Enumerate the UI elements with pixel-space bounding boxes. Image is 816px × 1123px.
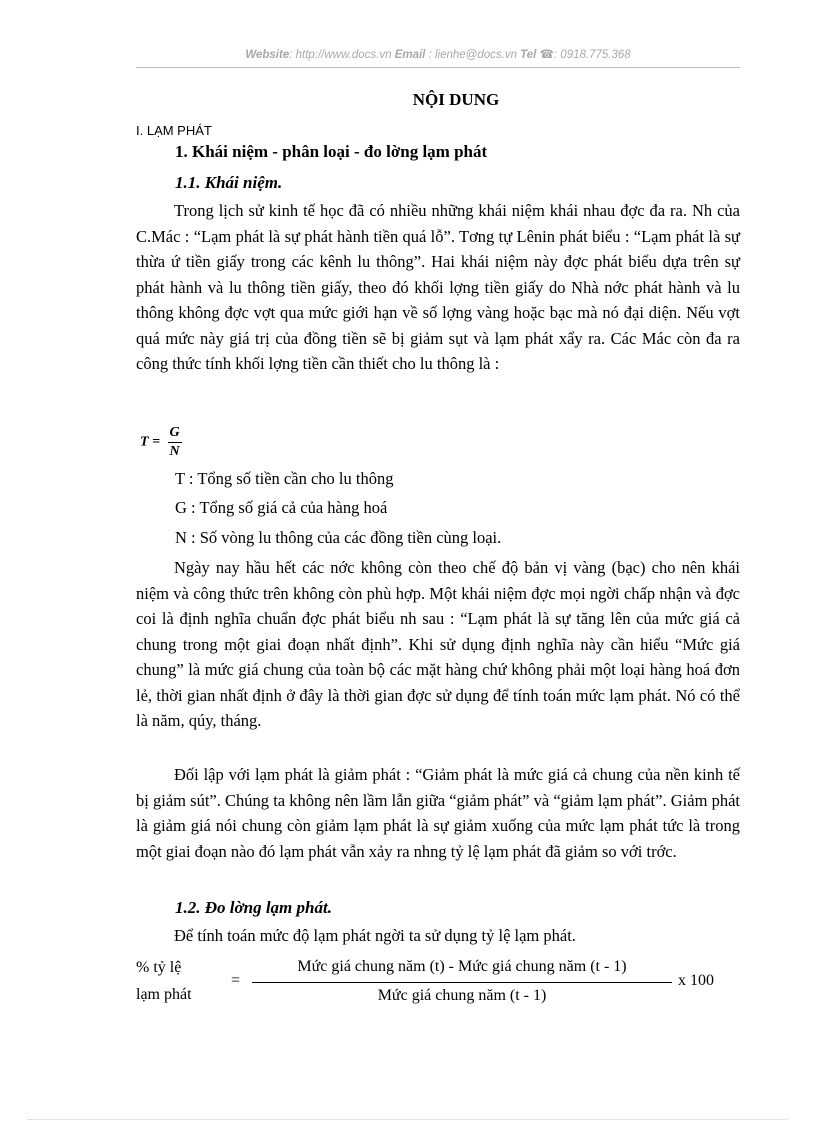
- header-divider: [136, 67, 740, 68]
- email-value: : lienhe@docs.vn: [428, 49, 517, 61]
- email-label: Email: [394, 49, 426, 61]
- paragraph-4: Để tính toán mức độ lạm phát ngời ta sử dụng tỷ lệ lạm phát.: [174, 926, 576, 945]
- formula-fraction: [168, 425, 182, 460]
- tel-label: Tel: [520, 49, 537, 61]
- paragraph-3: Đối lập với lạm phát là giảm phát : “Giảm phát là mức giá cả chung của nền kinh tế bị giảm sút”. Chúng ta không nên lầm lẫn giữa “giảm phát” và “giảm lạm phát”. Giảm phát là giảm giá nói chung còn giảm lạm phát là sự giảm xuống của mức lạm phát tức là trong một giai đoạn nào đó lạm phát vẫn xảy ra nhng tỷ lệ lạm phát đã giảm so với trớc.: [136, 765, 740, 861]
- rate-denominator: Mức giá chung năm (t - 1): [377, 987, 547, 1004]
- formula-numerator: G: [168, 425, 182, 443]
- formula-equals: =: [152, 434, 161, 450]
- website-label: Website: [245, 49, 290, 61]
- rate-equals: =: [231, 972, 241, 989]
- tel-value: : 0918.775.368: [553, 49, 631, 61]
- paragraph-1: Trong lịch sử kinh tế học đã có nhiều những khái niệm khái nhau đợc đa ra. Nh của C.Mác : “Lạm phát là sự phát hành tiền quá lỗ”. Tơng tự Lênin phát biểu : “Lạm phát là sự thừa ứ tiền giấy trong các kênh lu thông”. Hai khái niệm này đợc phát biểu dựa trên sự phát hành và lu thông tiền giấy, theo đó khối lợng tiền giấy do Nhà nớc phát hành và lu thông không đợc vợt qua mức giới hạn về số lợng vàng hoặc bạc mà nó đại diện. Nếu vợt quá mức này giá trị của đồng tiền sẽ bị giảm sụt và lạm phát xẩy ra. Các Mác còn đa ra công thức tính khối lợng tiền cần thiết cho lu thông là :: [136, 201, 740, 373]
- rate-numerator: Mức giá chung năm (t) - Mức giá chung năm (t - 1): [297, 958, 627, 975]
- rate-multiplier: x 100: [678, 972, 714, 989]
- website-value: : http://www.docs.vn: [289, 49, 392, 61]
- footer-divider: [28, 1119, 788, 1120]
- paragraph-2: Ngày nay hầu hết các nớc không còn theo chế độ bản vị vàng (bạc) cho nên khái niệm và công thức trên không còn phù hợp. Một khái niệm đợc mọi ngời chấp nhận và đợc coi là định nghĩa chuẩn đợc phát biểu nh sau : “Lạm phát là sự tăng lên của mức giá cả chung trong một giai đoạn nhất định”. Khi sử dụng định nghĩa này cần hiểu “Mức giá chung” là mức giá chung của toàn bộ các mặt hàng chứ không phải một loại hàng hoá đơn lẻ, thời gian nhất định ở đây là thời gian đợc sử dụng để tính toán mức lạm phát. Nó có thể là năm, qúy, tháng.: [136, 558, 740, 730]
- rate-label-line-1: % tỷ lệ: [136, 959, 182, 976]
- rate-fraction-bar: [252, 982, 672, 983]
- heading-1-2: 1.2. Đo lờng lạm phát.: [175, 898, 332, 917]
- definition-g: G : Tổng số giá cả của hàng hoá: [175, 498, 388, 517]
- rate-label-line-2: lạm phát: [136, 986, 192, 1003]
- definition-t: T : Tổng số tiền cần cho lu thông: [175, 469, 394, 488]
- heading-1: 1. Khái niệm - phân loại - đo lờng lạm phát: [175, 142, 488, 161]
- formula-lhs: T: [140, 434, 149, 450]
- money-formula: [140, 425, 182, 460]
- definition-n: N : Số vòng lu thông của các đồng tiền cùng loại.: [175, 528, 502, 547]
- phone-icon: ☎: [539, 49, 554, 61]
- page-title: NỘI DUNG: [412, 90, 500, 109]
- heading-1-1: 1.1. Khái niệm.: [175, 173, 283, 192]
- formula-denominator: N: [169, 444, 180, 459]
- page-header: [136, 47, 740, 64]
- section-label: I. LẠM PHÁT: [136, 123, 212, 138]
